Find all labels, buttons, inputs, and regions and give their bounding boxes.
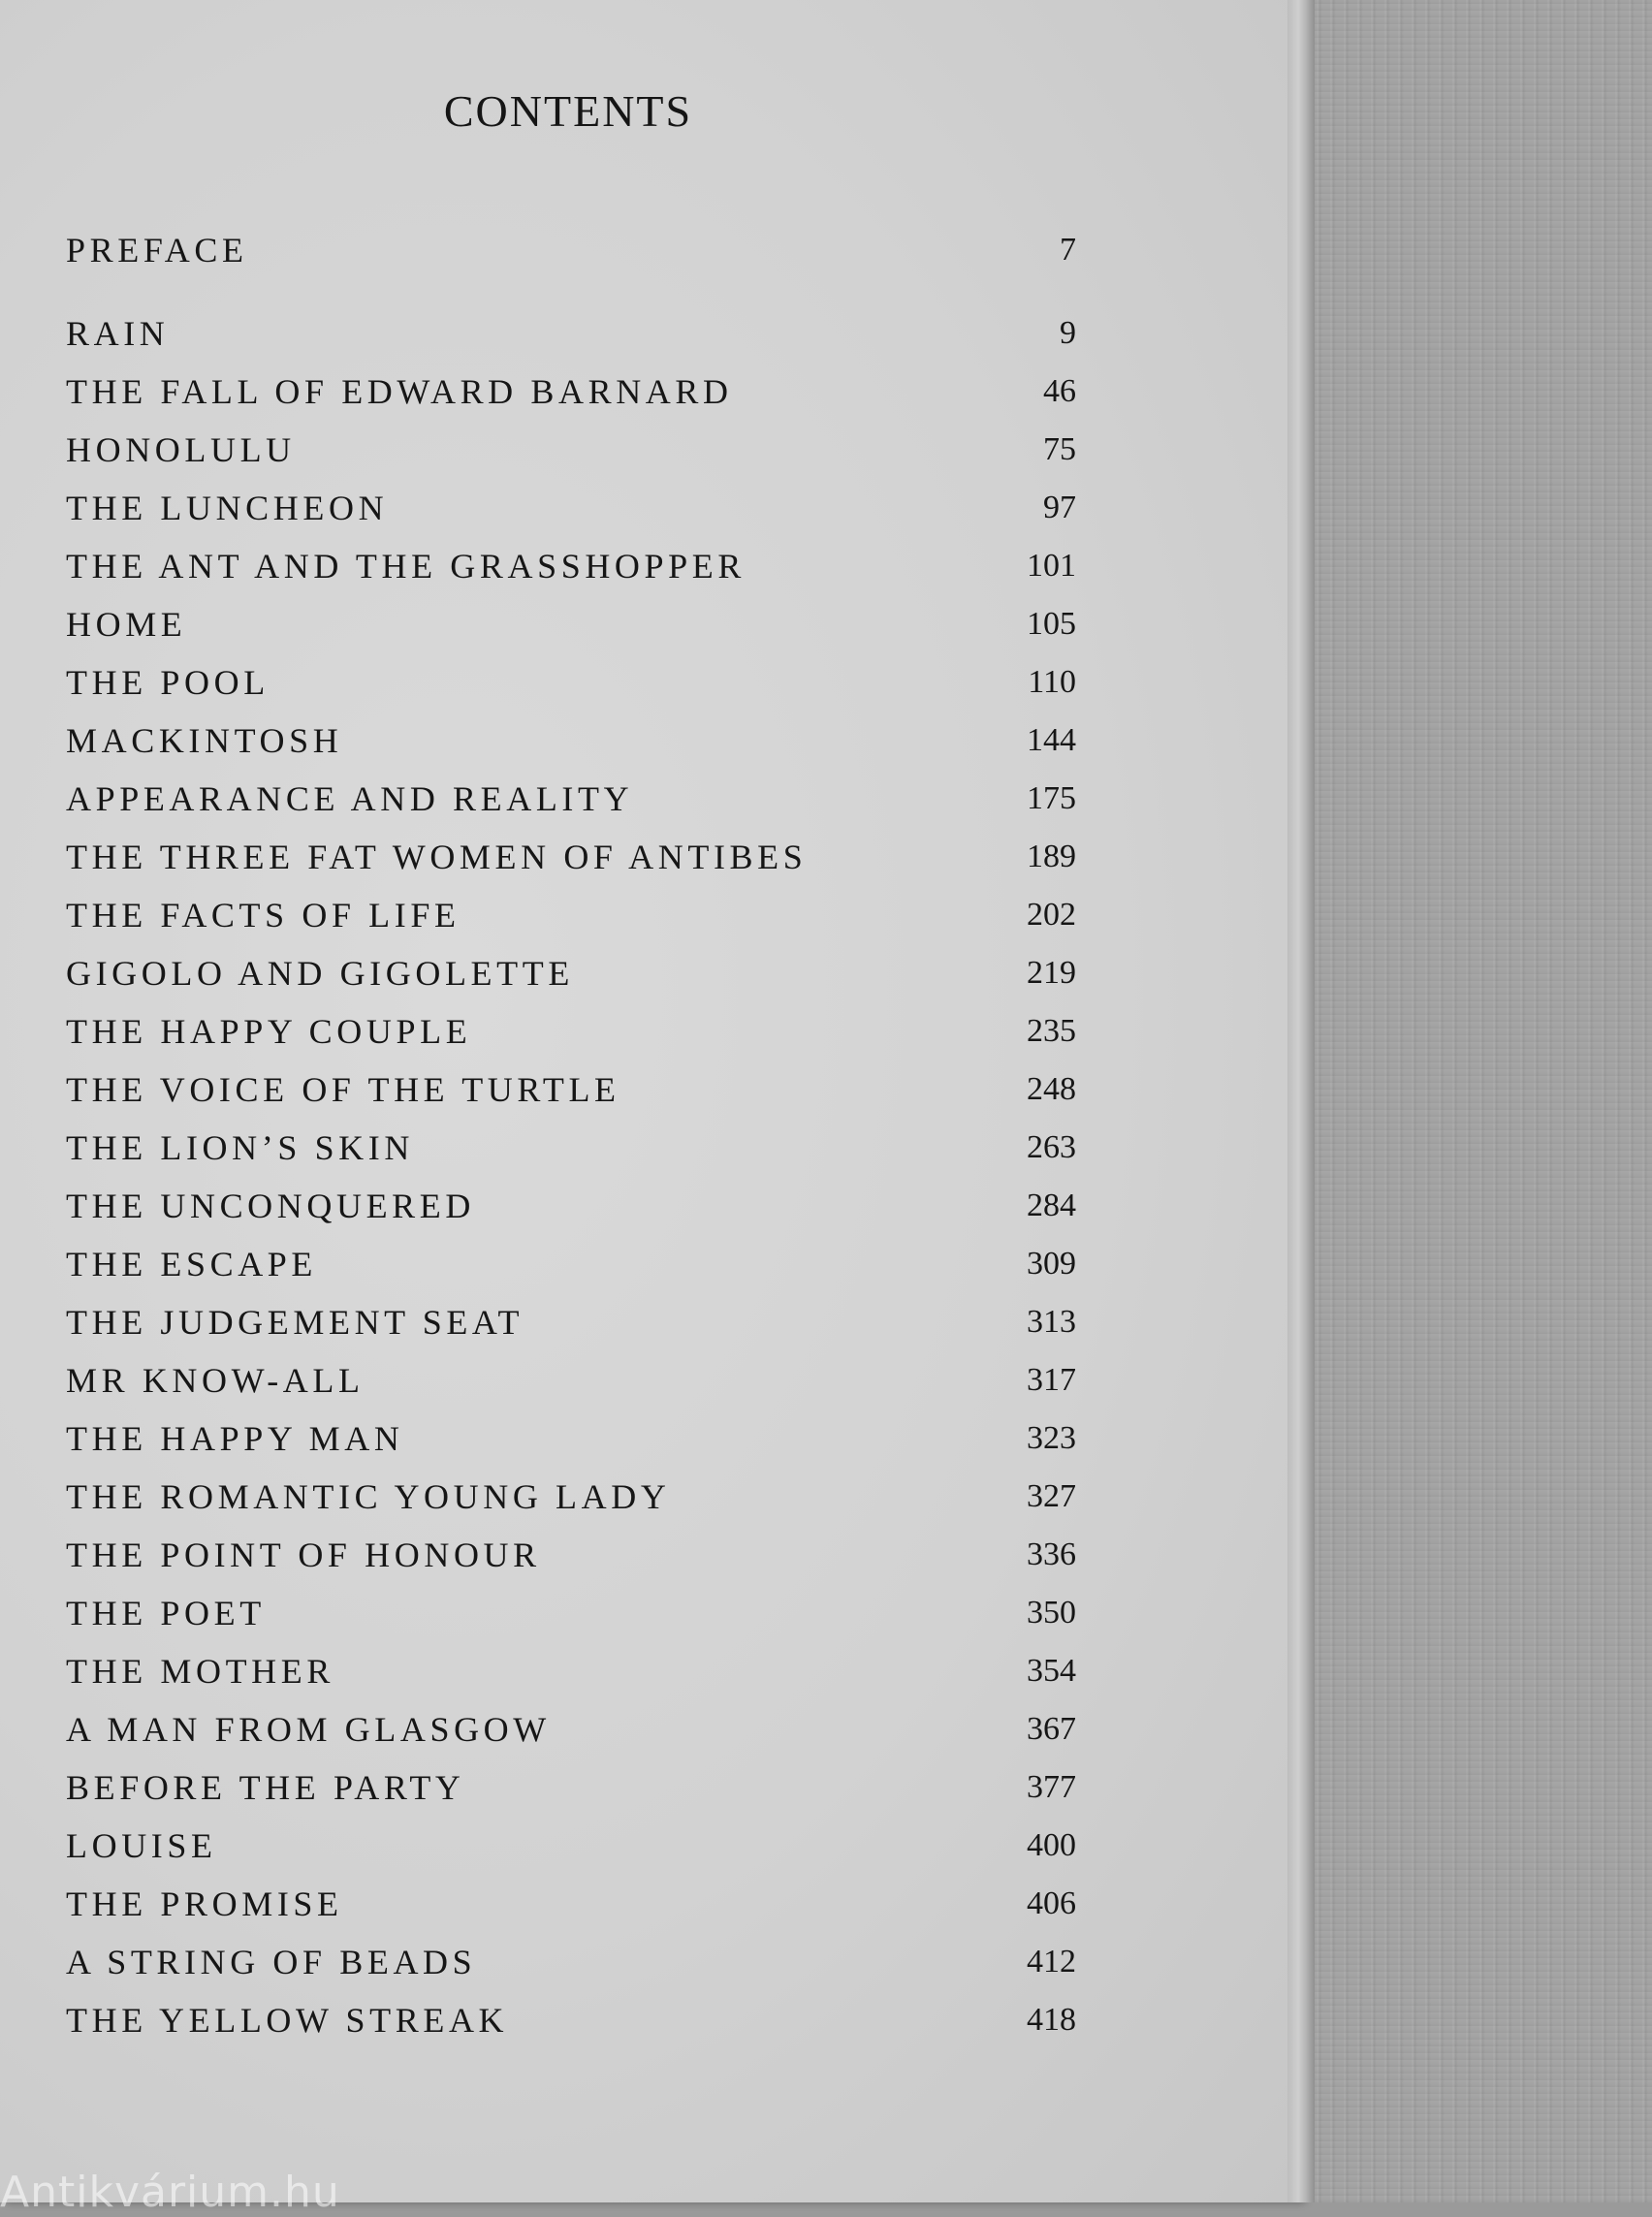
toc-entry-page: 323 — [1027, 1420, 1076, 1456]
toc-entry-page: 350 — [1027, 1595, 1076, 1631]
toc-entry-title: THE FACTS OF LIFE — [66, 896, 461, 934]
toc-entry-page: 284 — [1027, 1188, 1076, 1223]
toc-entry-title: LOUISE — [66, 1826, 217, 1865]
toc-entry — [58, 1351, 1076, 1409]
toc-entry-title: GIGOLO AND GIGOLETTE — [66, 954, 574, 993]
toc-entry-page: 189 — [1027, 839, 1076, 874]
toc-entry-title: THE MOTHER — [66, 1652, 334, 1691]
toc-entry-page: 144 — [1027, 722, 1076, 758]
toc-entry — [58, 595, 1076, 653]
toc-entry-title: THE UNCONQUERED — [66, 1187, 475, 1225]
toc-entry-title: RAIN — [66, 314, 170, 353]
watermark: Antikvárium.hu — [0, 2168, 340, 2217]
toc-entry-title: THE HAPPY MAN — [66, 1419, 404, 1458]
toc-entry — [58, 421, 1076, 479]
toc-entry-page: 313 — [1027, 1304, 1076, 1340]
toc-entry — [58, 1758, 1076, 1817]
toc-entry-page: 317 — [1027, 1362, 1076, 1398]
toc-entry-page: 105 — [1027, 606, 1076, 642]
toc-entry-page: 327 — [1027, 1478, 1076, 1514]
toc-entry — [58, 1468, 1076, 1526]
toc-entry-page: 418 — [1027, 2002, 1076, 2038]
toc-entry — [58, 1933, 1076, 1991]
toc-entry — [58, 1409, 1076, 1468]
toc-entry-page: 75 — [1043, 431, 1076, 467]
toc-entry-page: 377 — [1027, 1769, 1076, 1805]
toc-entry — [58, 944, 1076, 1002]
toc-entry-title: THE POINT OF HONOUR — [66, 1536, 541, 1574]
toc-entry-page: 406 — [1027, 1885, 1076, 1921]
toc-entry-title: THE POOL — [66, 663, 270, 702]
toc-entry — [58, 1526, 1076, 1584]
toc-entry-page: 367 — [1027, 1711, 1076, 1747]
toc-entry — [58, 828, 1076, 886]
contents-heading: CONTENTS — [443, 86, 693, 136]
toc-entry-title: THE ROMANTIC YOUNG LADY — [66, 1477, 671, 1516]
toc-entry — [58, 1119, 1076, 1177]
toc-entry-page: 7 — [1060, 232, 1076, 268]
toc-entry-title: THE YELLOW STREAK — [66, 2001, 509, 2040]
toc-entry-title: A STRING OF BEADS — [66, 1943, 477, 1981]
toc-entry-title: THE JUDGEMENT SEAT — [66, 1303, 524, 1342]
toc-entry-page: 110 — [1028, 664, 1076, 700]
toc-entry-title: THE FALL OF EDWARD BARNARD — [66, 372, 733, 411]
toc-entry-title: MACKINTOSH — [66, 721, 343, 760]
toc-entry-page: 219 — [1027, 955, 1076, 991]
toc-entry — [58, 363, 1076, 421]
toc-entry-page: 202 — [1027, 897, 1076, 933]
toc-entry-title: THE THREE FAT WOMEN OF ANTIBES — [66, 838, 808, 876]
toc-entry — [58, 653, 1076, 712]
toc-entry-title: HONOLULU — [66, 430, 296, 469]
toc-entry-page: 46 — [1043, 373, 1076, 409]
toc-entry — [58, 304, 1076, 363]
toc-entry-preface — [58, 221, 1076, 279]
toc-entry-title: BEFORE THE PARTY — [66, 1768, 465, 1807]
toc-entry-title: THE VOICE OF THE TURTLE — [66, 1070, 620, 1109]
toc-entry — [58, 1061, 1076, 1119]
toc-entry — [58, 1817, 1076, 1875]
toc-entry — [58, 1700, 1076, 1758]
toc-entry-page: 336 — [1027, 1536, 1076, 1572]
toc-entry-title: THE PROMISE — [66, 1884, 343, 1923]
toc-entry-page: 235 — [1027, 1013, 1076, 1049]
toc-entry-page: 412 — [1027, 1944, 1076, 1979]
toc-entry-title: THE HAPPY COUPLE — [66, 1012, 472, 1051]
toc-entry-page: 97 — [1043, 490, 1076, 525]
toc-entry — [58, 479, 1076, 537]
toc-entry — [58, 1293, 1076, 1351]
toc-entry-title: HOME — [66, 605, 187, 644]
toc-entry — [58, 1002, 1076, 1061]
toc-entry-title: A MAN FROM GLASGOW — [66, 1710, 551, 1749]
toc-entry-title: THE LION’S SKIN — [66, 1128, 414, 1167]
toc-entry-title: THE POET — [66, 1594, 266, 1632]
toc-entry — [58, 1235, 1076, 1293]
toc-entry-title: PREFACE — [66, 231, 248, 269]
toc-entry-title: APPEARANCE AND REALITY — [66, 779, 634, 818]
toc-entry — [58, 1642, 1076, 1700]
toc-entry-page: 248 — [1027, 1071, 1076, 1107]
table-of-contents — [58, 221, 1076, 2049]
toc-entry-page: 354 — [1027, 1653, 1076, 1689]
toc-entry — [58, 1875, 1076, 1933]
page-edge — [1287, 0, 1315, 2202]
toc-entry — [58, 1584, 1076, 1642]
toc-entry-page: 175 — [1027, 780, 1076, 816]
toc-entry — [58, 537, 1076, 595]
toc-entry-title: THE ESCAPE — [66, 1245, 318, 1283]
toc-entry — [58, 886, 1076, 944]
toc-entry — [58, 1991, 1076, 2049]
toc-entry — [58, 770, 1076, 828]
toc-entry-page: 400 — [1027, 1827, 1076, 1863]
toc-entry — [58, 1177, 1076, 1235]
toc-entry-page: 9 — [1060, 315, 1076, 351]
toc-entry-title: THE ANT AND THE GRASSHOPPER — [66, 547, 746, 586]
toc-entry-title: THE LUNCHEON — [66, 489, 389, 527]
toc-entry-title: MR KNOW-ALL — [66, 1361, 365, 1400]
toc-entry — [58, 712, 1076, 770]
toc-entry-page: 101 — [1027, 548, 1076, 584]
toc-entry-page: 263 — [1027, 1129, 1076, 1165]
toc-entry-page: 309 — [1027, 1246, 1076, 1282]
